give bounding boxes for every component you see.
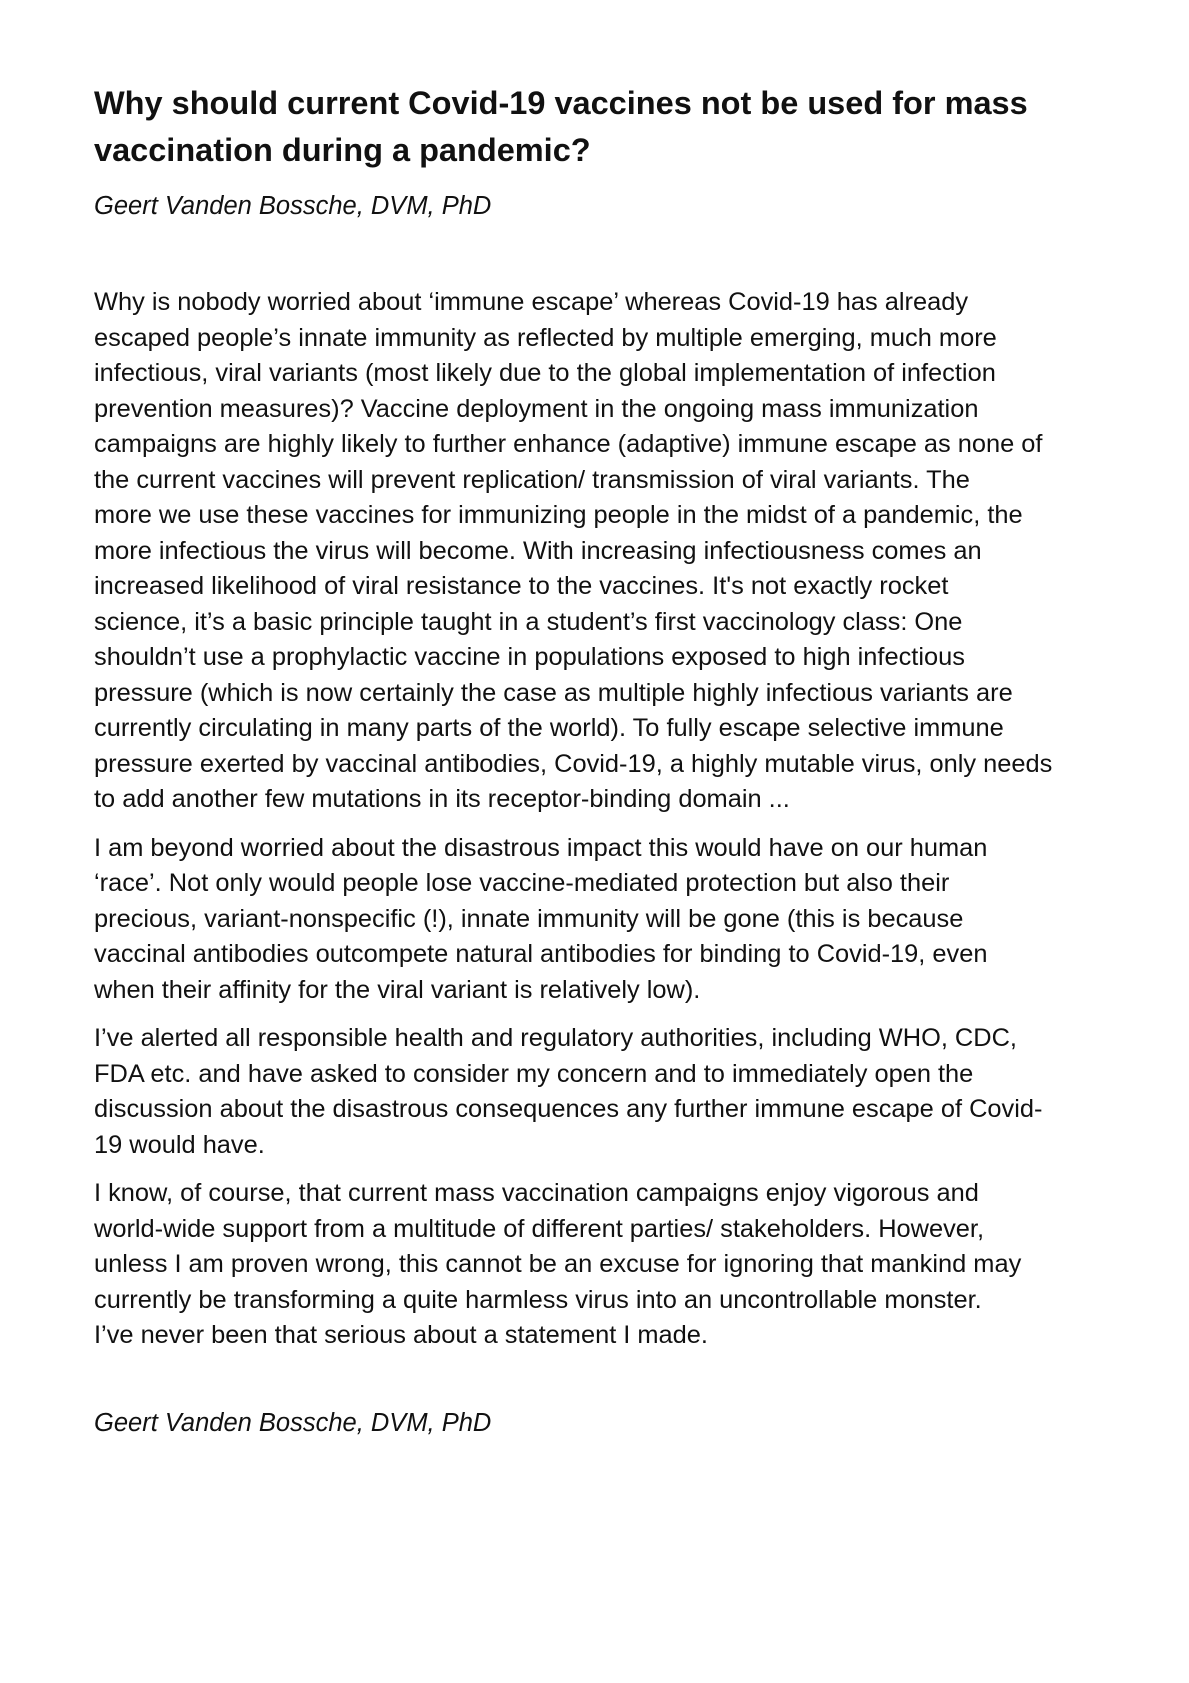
text-line: unless I am proven wrong, this cannot be an excuse for ignoring that mankind may <box>94 1250 1022 1278</box>
text-line: I’ve never been that serious about a statement I made. <box>94 1321 708 1349</box>
text-line: precious, variant-nonspecific (!), innate immunity will be gone (this is because <box>94 904 964 933</box>
text-line: world-wide support from a multitude of different parties/ stakeholders. However, <box>94 1214 985 1243</box>
text-line: I know, of course, that current mass vaccination campaigns enjoy vigorous and <box>94 1179 979 1207</box>
document-body <box>94 285 1114 1367</box>
text-line: currently circulating in many parts of the world). To fully escape selective immune <box>94 714 1004 742</box>
title-line: Why should current Covid-19 vaccines not be used for mass <box>94 85 1028 121</box>
text-line: ‘race’. Not only would people lose vaccine-mediated protection but also their <box>94 869 950 897</box>
author-byline-top: Geert Vanden Bossche, DVM, PhD <box>94 192 492 220</box>
text-line: escaped people’s innate immunity as reflected by multiple emerging, much more <box>94 323 997 352</box>
text-line: 19 would have. <box>94 1130 265 1159</box>
text-line: to add another few mutations in its receptor-binding domain ... <box>94 785 790 813</box>
text-line: pressure (which is now certainly the case as multiple highly infectious variants are <box>94 678 1013 707</box>
document-title <box>94 80 1094 174</box>
text-line: increased likelihood of viral resistance to the vaccines. It's not exactly rocket <box>94 572 949 600</box>
text-line: discussion about the disastrous consequences any further immune escape of Covid- <box>94 1095 1043 1123</box>
text-line: shouldn’t use a prophylactic vaccine in populations exposed to high infectious <box>94 643 965 671</box>
paragraph-3 <box>94 1021 1114 1163</box>
text-line: science, it’s a basic principle taught in a student’s first vaccinology class: One <box>94 607 963 636</box>
paragraph-1 <box>94 285 1114 818</box>
text-line: I am beyond worried about the disastrous impact this would have on our human <box>94 833 988 862</box>
title-line: vaccination during a pandemic? <box>94 132 591 168</box>
text-line: Why is nobody worried about ‘immune escape’ whereas Covid-19 has already <box>94 288 969 316</box>
text-line: infectious, viral variants (most likely due to the global implementation of infection <box>94 359 996 387</box>
text-line: pressure exerted by vaccinal antibodies, Covid-19, a highly mutable virus, only needs <box>94 749 1053 778</box>
paragraph-4 <box>94 1176 1114 1354</box>
text-line: more we use these vaccines for immunizing people in the midst of a pandemic, the <box>94 501 1023 529</box>
text-line: the current vaccines will prevent replication/ transmission of viral variants. The <box>94 465 970 494</box>
text-line: prevention measures)? Vaccine deployment in the ongoing mass immunization <box>94 394 979 423</box>
text-line: I’ve alerted all responsible health and regulatory authorities, including WHO, CDC, <box>94 1024 1017 1052</box>
text-line: FDA etc. and have asked to consider my concern and to immediately open the <box>94 1059 974 1088</box>
text-line: vaccinal antibodies outcompete natural antibodies for binding to Covid-19, even <box>94 940 988 968</box>
text-line: when their affinity for the viral variant is relatively low). <box>94 975 701 1004</box>
text-line: currently be transforming a quite harmless virus into an uncontrollable monster. <box>94 1285 982 1314</box>
text-line: campaigns are highly likely to further enhance (adaptive) immune escape as none of <box>94 430 1043 458</box>
paragraph-2 <box>94 831 1114 1009</box>
author-byline-bottom: Geert Vanden Bossche, DVM, PhD <box>94 1409 492 1437</box>
text-line: more infectious the virus will become. With increasing infectiousness comes an <box>94 536 982 565</box>
